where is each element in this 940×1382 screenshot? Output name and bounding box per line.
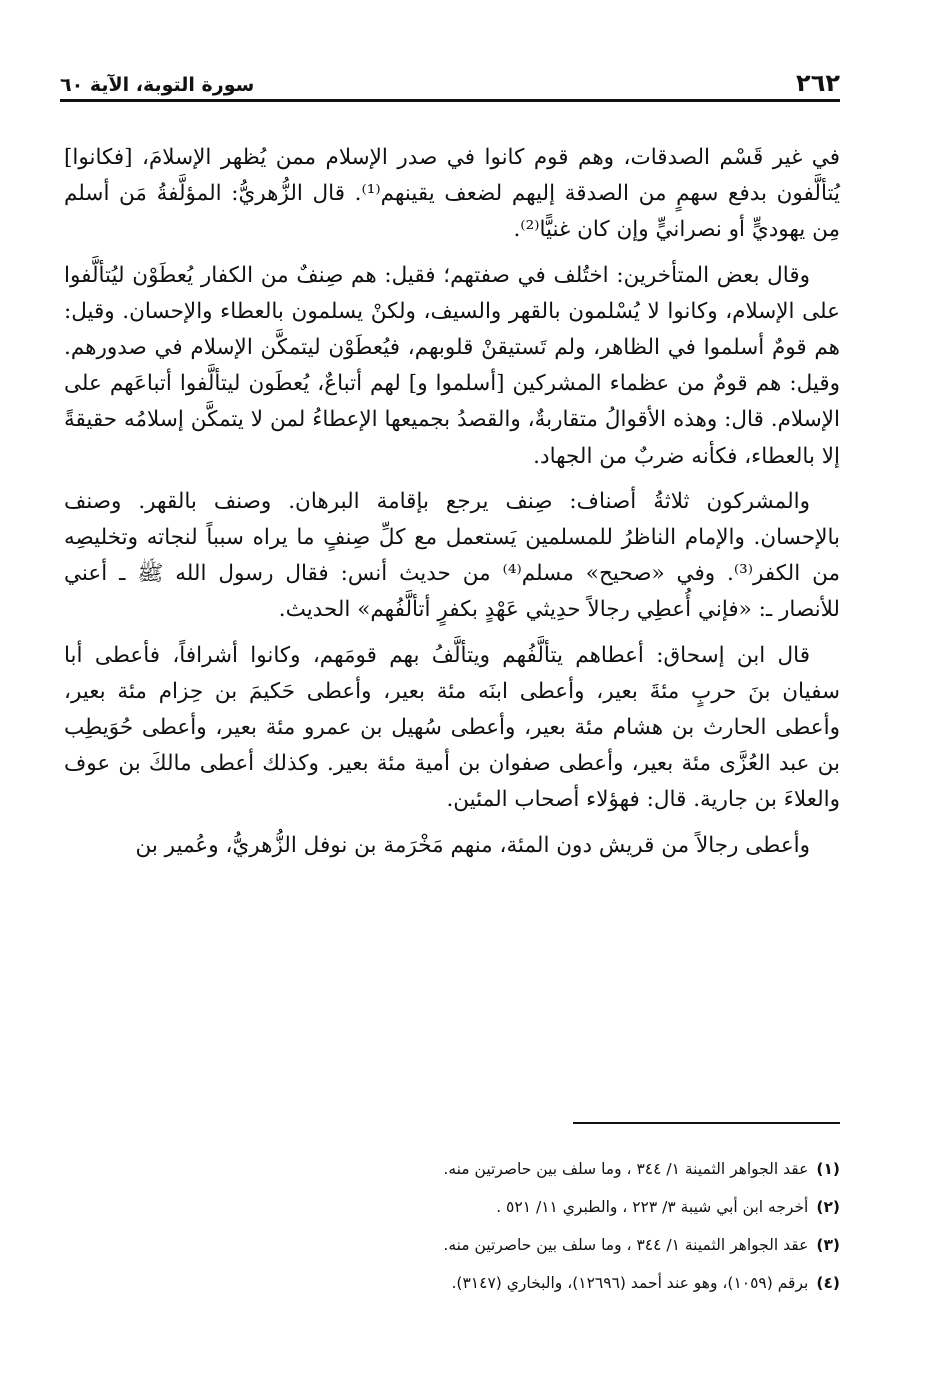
footnote (64, 1226, 840, 1264)
paragraph: وقال بعض المتأخرين: اختُلف في صفتهم؛ فقيل: هم صِنفٌ من الكفار يُعطَوْن ليُتألَّفوا على الإسلام، وكانوا لا يُسْلمون بالقهر والسيف، ولكنْ يسلمون بالعطاء والإحسان. وقيل: هم قومٌ أسلموا في الظاهر، ولم تَستيقنْ قلوبهم، فيُعطَوْن ليتمكَّن الإسلام في صدورهم. وقيل: هم قومٌ من عظماء المشركين [أسلموا و] لهم أتباعٌ، يُعطَون ليتألَّفوا أتباعَهم على الإسلام. قال: وهذه الأقوالُ متقاربةٌ، والقصدُ بجميعها الإعطاءُ لمن لا يتمكَّن إسلامُه حقيقةً إلا بالعطاء، فكأنه ضربٌ من الجهاد. (64, 262, 840, 469)
footnote-number: (٤) (816, 1274, 840, 1292)
paragraph: والمشركون ثلاثةُ أصناف: صِنف يرجع بإقامة البرهان. وصنف بالقهر. وصنف بالإحسان. والإمام الناظرُ للمسلمين يَستعمل مع كلِّ صِنفٍ ما يراه سبباً لنجاته وتخليصِه من الكفر⁽³⁾. وفي «صحيح» مسلم⁽⁴⁾ من حديث أنس: فقال رسول الله ﷺ ـ أعني للأنصار ـ: «فإني أُعطِي رجالاً حدِيثي عَهْدٍ بكفرٍ أتألَّفُهم» الحديث. (64, 488, 840, 623)
footnote-text: عقد الجواهر الثمينة ١/ ٣٤٤ ، وما سلف بين حاصرتين منه. (443, 1160, 809, 1178)
main-text (64, 140, 840, 873)
footnote (64, 1188, 840, 1226)
paragraph: وأعطى رجالاً من قريش دون المئة، منهم مَخْرَمة بن نوفل الزُّهريُّ، وعُمير بن (135, 832, 810, 858)
footnote-text: أخرجه ابن أبي شيبة ٣/ ٢٢٣ ، والطبري ١١/ ٥٢١ . (496, 1198, 809, 1216)
footnote (64, 1264, 840, 1302)
footnotes (64, 1150, 840, 1302)
footnote-separator (573, 1122, 840, 1124)
footnote-text: عقد الجواهر الثمينة ١/ ٣٤٤ ، وما سلف بين حاصرتين منه. (443, 1236, 809, 1254)
paragraph: قال ابن إسحاق: أعطاهم يتألَّفُهم ويتألَّفُ بهم قومَهم، وكانوا أشرافاً، فأعطى أبا سفيان بنَ حربٍ مئةَ بعير، وأعطى ابنَه مئة بعير، وأعطى حَكيمَ بن حِزام مئة بعير، وأعطى الحارث بن هشام مئة بعير، وأعطى سُهيل بن عمرو مئة بعير، وأعطى حُوَيطِب بن عبد العُزَّى مئة بعير، وأعطى صفوان بن أمية مئة بعير. وكذلك أعطى مالكَ بن عوف والعلاءَ بن جارية. قال: فهؤلاء أصحاب المئين. (64, 642, 840, 813)
footnote-number: (٣) (816, 1236, 840, 1254)
page-header (60, 62, 840, 102)
footnote-text: برقم (١٠٥٩)، وهو عند أحمد (١٢٦٩٦)، والبخاري (٣١٤٧). (451, 1274, 809, 1292)
running-title: سورة التوبة، الآية ٦٠ (60, 74, 255, 96)
footnote-number: (١) (816, 1160, 840, 1178)
footnote (64, 1150, 840, 1188)
footnote-number: (٢) (816, 1198, 840, 1216)
page-number: ٢٦٢ (796, 69, 840, 97)
paragraph: في غير قَسْم الصدقات، وهم قوم كانوا في صدر الإسلام ممن يُظهر الإسلامَ، [فكانوا] يُتألَّفون بدفع سهمٍ من الصدقة إليهم لضعف يقينهم⁽¹⁾. قال الزُّهريُّ: المؤلَّفةُ مَن أسلم مِن يهوديٍّ أو نصرانيٍّ وإن كان غنيًّا⁽²⁾. (64, 145, 840, 243)
